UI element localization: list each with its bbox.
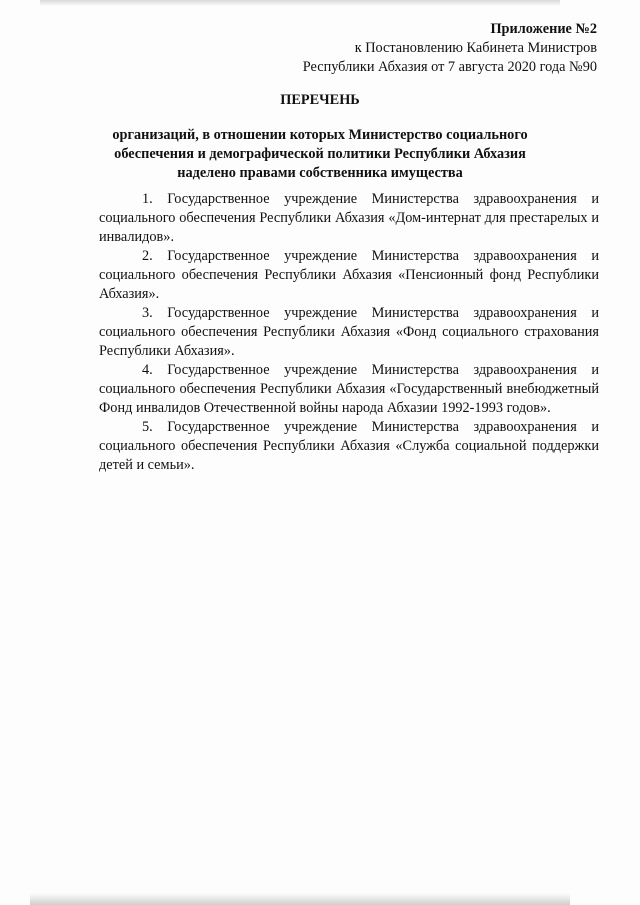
document-heading: ПЕРЕЧЕНЬ [280,92,360,108]
list-item-1: 1. Государственное учреждение Министерства здравоохранения и социального обеспечения Республики Абхазия «Дом-интернат для престарелых и инвалидов». [99,191,599,245]
appendix-title: Приложение №2 [490,21,597,37]
appendix-line-2: Республики Абхазия от 7 августа 2020 года №90 [302,59,597,75]
list-item-2: 2. Государственное учреждение Министерства здравоохранения и социального обеспечения Республики Абхазия «Пенсионный фонд Республики Абхазия». [99,248,599,302]
document-subheading: организаций, в отношении которых Министерство социального обеспечения и демографической политики Республики Абхазия наделено правами собственника имущества [112,127,528,181]
scan-edge-bottom [30,893,570,905]
organization-list [99,190,599,475]
scan-edge-top [40,0,560,6]
appendix-header [303,20,597,77]
list-item-5: 5. Государственное учреждение Министерства здравоохранения и социального обеспечения Республики Абхазия «Служба социальной поддержки детей и семьи». [99,419,599,473]
appendix-line-1: к Постановлению Кабинета Министров [354,40,597,56]
list-item-4: 4. Государственное учреждение Министерства здравоохранения и социального обеспечения Республики Абхазия «Государственный внебюджетный Фонд инвалидов Отечественной войны народа Абхазии 1992-1993 годов». [99,362,599,416]
list-item-3: 3. Государственное учреждение Министерства здравоохранения и социального обеспечения Республики Абхазия «Фонд социального страхования Республики Абхазия». [99,305,599,359]
